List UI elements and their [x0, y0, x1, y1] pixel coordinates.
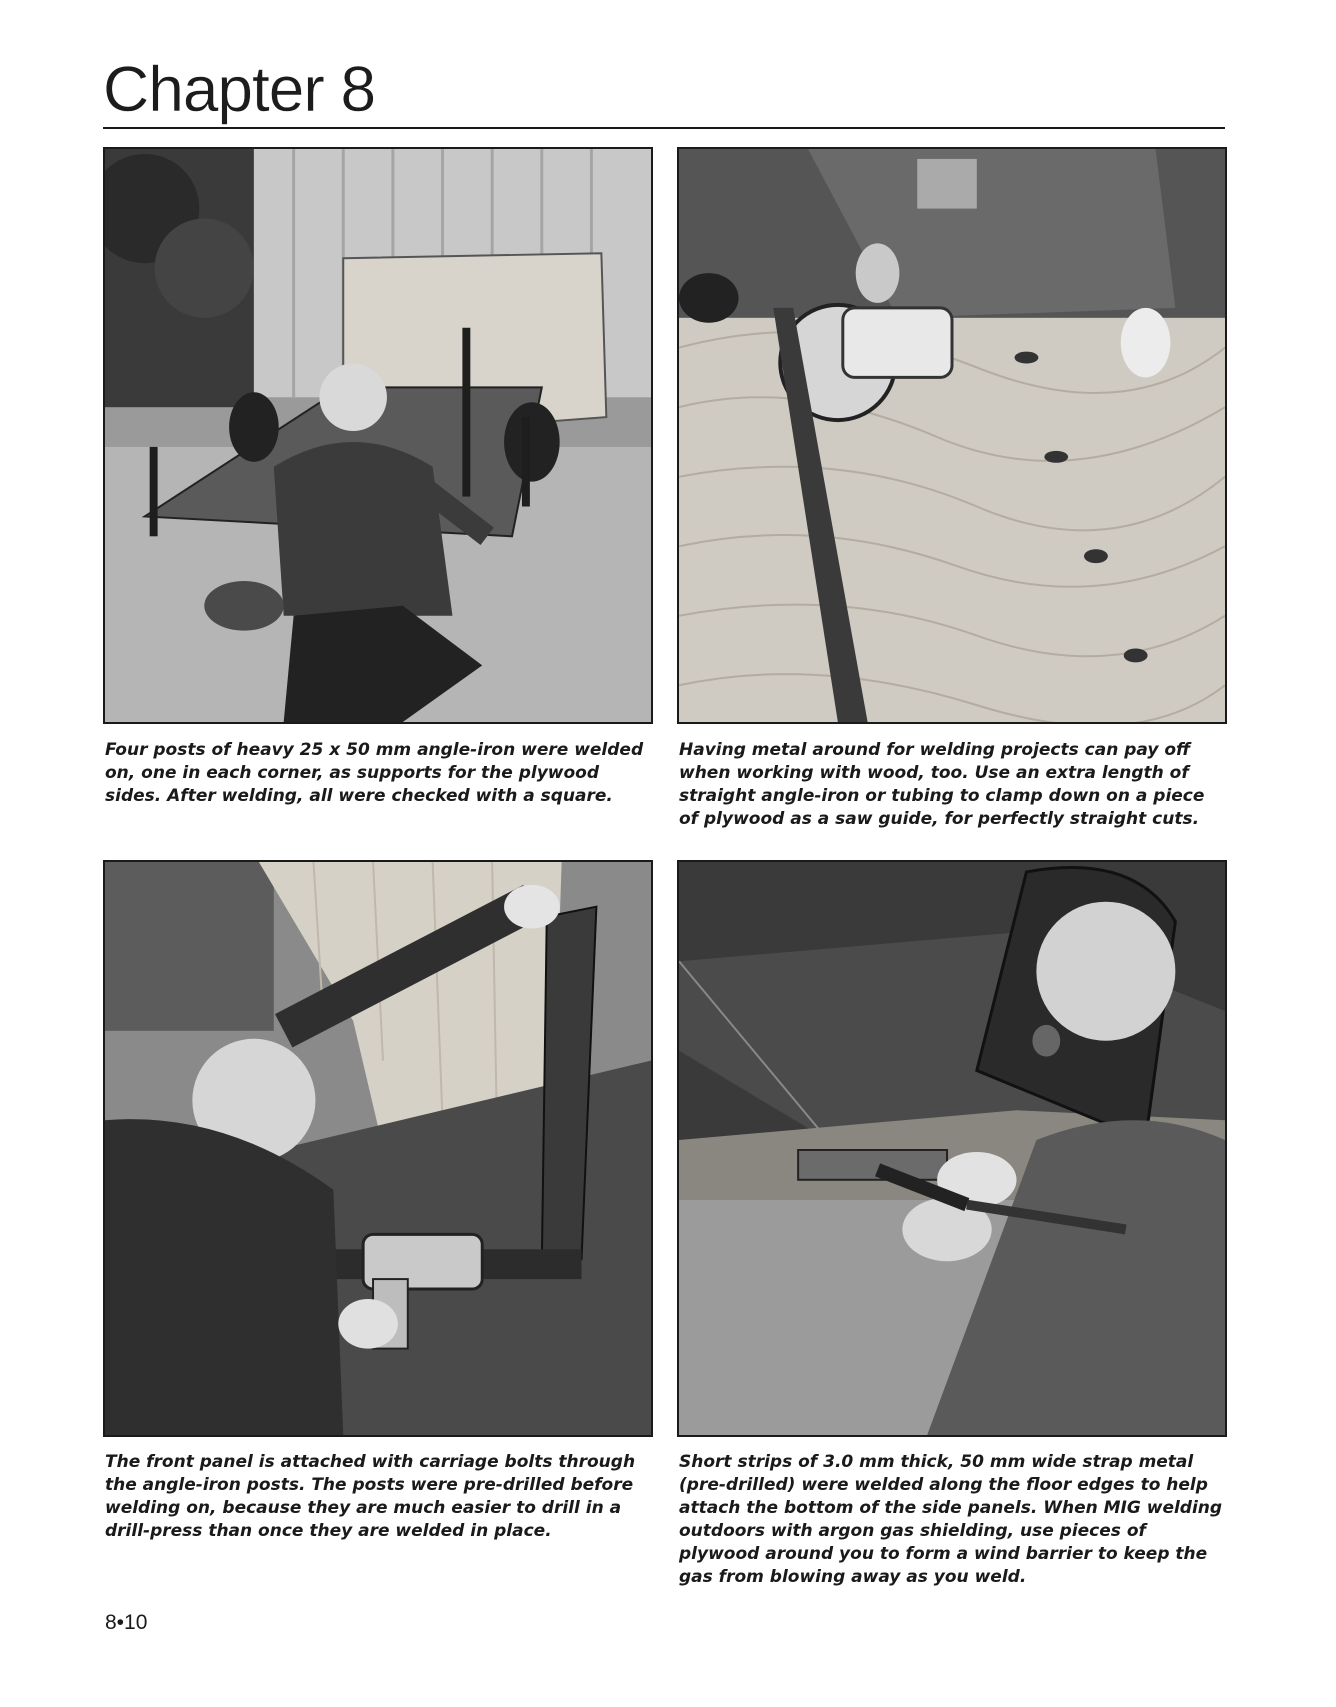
page-number: 8•10 — [105, 1611, 148, 1634]
chapter-title: Chapter 8 — [103, 53, 376, 125]
title-divider — [103, 127, 1225, 129]
photo-trailer-corner-posts — [103, 147, 653, 724]
caption-drilling-angle-iron: The front panel is attached with carriage bolts through the angle-iron posts. The posts were pre-drilled before welding on, because they are much easier to drill in a drill-press than once they are welded in place. — [105, 1452, 636, 1541]
caption-mig-welding: Short strips of 3.0 mm thick, 50 mm wide strap metal (pre-drilled) were welded along the floor edges to help attach the bottom of the side panels. When MIG welding outdoors with argon gas shielding, use pieces of plywood around you to form a wind barrier to keep the gas from blowing away as you weld. — [679, 1452, 1223, 1587]
photo-saw-guide-plywood — [677, 147, 1227, 724]
photo-mig-welding — [677, 860, 1227, 1437]
caption-trailer-corner-posts: Four posts of heavy 25 x 50 mm angle-iron were welded on, one in each corner, as supports for the plywood sides. After welding, all were checked with a square. — [105, 740, 644, 806]
caption-saw-guide-plywood: Having metal around for welding projects can pay off when working with wood, too. Use an extra length of straight angle-iron or tubing to clamp down on a piece of plywood as a saw guide, for perfectly straight cuts. — [679, 740, 1205, 829]
photo-drilling-angle-iron — [103, 860, 653, 1437]
